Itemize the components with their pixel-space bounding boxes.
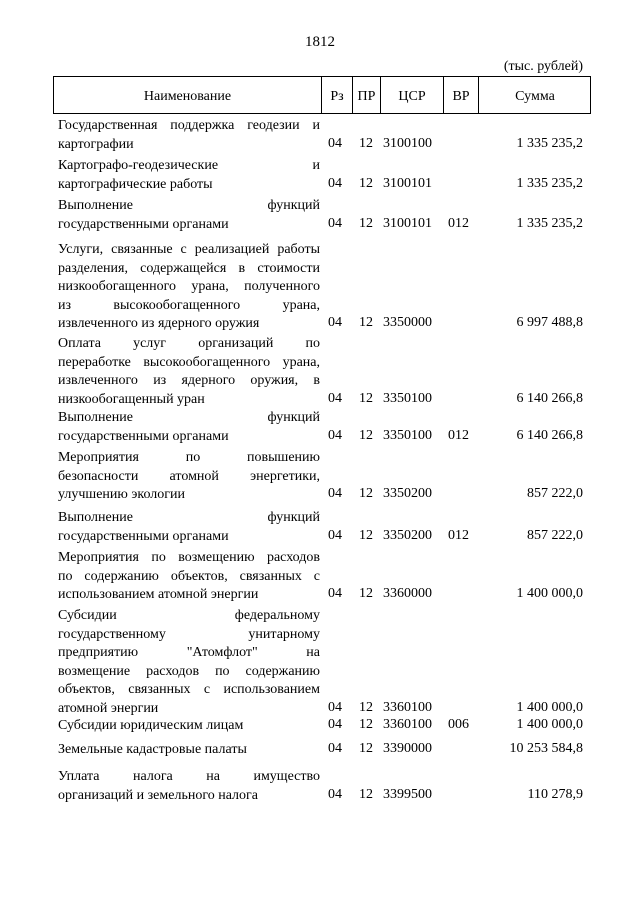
row-name [58, 117, 320, 154]
row-csr: 3100101 [383, 215, 432, 231]
row-name-line: Субсидии федеральному [58, 608, 320, 623]
row-pr: 12 [359, 390, 373, 406]
row-csr: 3350200 [383, 486, 432, 501]
row-csr: 3390000 [383, 741, 432, 756]
row-name-line: предприятию "Атомфлот" на [58, 645, 320, 660]
units-label: (тыс. рублей) [503, 59, 583, 74]
row-name-line: переработке высокообогащенного урана, [58, 354, 320, 370]
row-name-line: из высокообогащенного урана, [58, 297, 320, 313]
page-number: 1812 [305, 34, 335, 50]
row-pr: 12 [359, 315, 373, 330]
row-pr: 12 [359, 717, 373, 732]
row-name [58, 717, 320, 736]
row-name [58, 449, 320, 505]
row-sum: 857 222,0 [527, 527, 583, 543]
row-name [58, 241, 320, 334]
row-rz: 04 [328, 586, 342, 601]
row-rz: 04 [328, 486, 342, 501]
row-pr: 12 [359, 135, 373, 151]
row-pr: 12 [359, 741, 373, 756]
row-name-line: государственными органами [58, 216, 229, 232]
row-name [58, 549, 320, 605]
row-sum: 1 400 000,0 [516, 586, 583, 601]
row-name-line: низкообогащенного урана, полученного [58, 279, 320, 294]
row-vr: 012 [448, 427, 469, 443]
row-name-line: разделения, содержащейся в стоимости [58, 260, 320, 276]
row-name-line: картографии [58, 136, 134, 152]
header-name: Наименование [143, 89, 232, 104]
row-name [58, 335, 320, 409]
row-name-line: извлеченного из ядерного оружия, в [58, 373, 320, 388]
row-pr: 12 [359, 215, 373, 231]
row-rz: 04 [328, 717, 342, 732]
row-name [58, 157, 320, 194]
row-name-line: Мероприятия по повышению [58, 450, 320, 465]
row-pr: 12 [359, 175, 373, 191]
row-name-line: Выполнение функций [58, 510, 320, 525]
row-name [58, 409, 320, 446]
row-pr: 12 [359, 527, 373, 543]
row-sum: 1 400 000,0 [516, 699, 583, 715]
row-name-line: Уплата налога на имущество [58, 769, 320, 784]
row-name-line: Земельные кадастровые палаты [58, 742, 247, 757]
row-name [58, 741, 320, 760]
row-sum: 1 400 000,0 [516, 717, 583, 732]
row-sum: 1 335 235,2 [516, 175, 583, 191]
row-vr: 012 [448, 215, 469, 231]
row-name-line: возмещение расходов по содержанию [58, 663, 320, 679]
row-name-line: извлеченного из ядерного оружия [58, 316, 260, 331]
row-name-line: государственными органами [58, 528, 229, 544]
row-name-line: Выполнение функций [58, 410, 320, 425]
header-rz: Рз [330, 89, 344, 104]
row-sum: 1 335 235,2 [516, 135, 583, 151]
row-name-line: использованием атомной энергии [58, 587, 259, 602]
row-rz: 04 [328, 135, 342, 151]
row-csr: 3360100 [383, 717, 432, 732]
row-csr: 3350100 [383, 427, 432, 443]
row-name-line: государственными органами [58, 428, 229, 444]
row-sum: 6 140 266,8 [516, 427, 583, 443]
row-name-line: объектов, связанных с использованием [58, 682, 320, 697]
row-sum: 1 335 235,2 [516, 215, 583, 231]
row-name-line: Картографо-геодезические и [58, 158, 320, 173]
row-rz: 04 [328, 390, 342, 406]
row-name-line: Выполнение функций [58, 198, 320, 213]
row-csr: 3100100 [383, 135, 432, 151]
row-name-line: безопасности атомной энергетики, [58, 468, 320, 484]
row-vr: 012 [448, 527, 469, 543]
row-csr: 3100101 [383, 175, 432, 191]
header-sum: Сумма [515, 89, 555, 104]
row-rz: 04 [328, 427, 342, 443]
row-sum: 857 222,0 [527, 486, 583, 501]
row-sum: 6 140 266,8 [516, 390, 583, 406]
row-csr: 3350000 [383, 315, 432, 330]
row-sum: 6 997 488,8 [516, 315, 583, 330]
row-name [58, 197, 320, 234]
row-sum: 110 278,9 [527, 786, 583, 802]
row-name-line: улучшению экологии [58, 487, 185, 502]
row-name-line: по содержанию объектов, связанных с [58, 568, 320, 584]
header-vr: ВР [452, 89, 470, 104]
row-name-line: организаций и земельного налога [58, 787, 258, 803]
row-vr: 006 [448, 717, 469, 732]
row-csr: 3350200 [383, 527, 432, 543]
row-name [58, 509, 320, 546]
row-rz: 04 [328, 741, 342, 756]
row-name-line: картографические работы [58, 176, 213, 192]
row-sum: 10 253 584,8 [509, 741, 583, 756]
row-name [58, 768, 320, 805]
row-csr: 3360100 [383, 699, 432, 715]
row-csr: 3360000 [383, 586, 432, 601]
row-rz: 04 [328, 175, 342, 191]
row-rz: 04 [328, 699, 342, 715]
row-rz: 04 [328, 527, 342, 543]
row-name-line: Мероприятия по возмещению расходов [58, 550, 320, 565]
row-pr: 12 [359, 786, 373, 802]
row-rz: 04 [328, 215, 342, 231]
row-csr: 3350100 [383, 390, 432, 406]
row-pr: 12 [359, 427, 373, 443]
row-pr: 12 [359, 486, 373, 501]
row-name-line: Государственная поддержка геодезии и [58, 118, 320, 133]
row-name-line: Услуги, связанные с реализацией работы [58, 242, 320, 257]
row-name-line: атомной энергии [58, 700, 159, 716]
row-name-line: государственному унитарному [58, 626, 320, 642]
row-pr: 12 [359, 699, 373, 715]
row-pr: 12 [359, 586, 373, 601]
header-pr: ПР [357, 89, 376, 104]
row-csr: 3399500 [383, 786, 432, 802]
row-name-line: Субсидии юридическим лицам [58, 718, 244, 733]
row-name-line: Оплата услуг организаций по [58, 336, 320, 351]
row-rz: 04 [328, 786, 342, 802]
row-name-line: низкообогащенный уран [58, 391, 205, 407]
row-name [58, 607, 320, 718]
header-csr: ЦСР [398, 89, 426, 104]
row-rz: 04 [328, 315, 342, 330]
